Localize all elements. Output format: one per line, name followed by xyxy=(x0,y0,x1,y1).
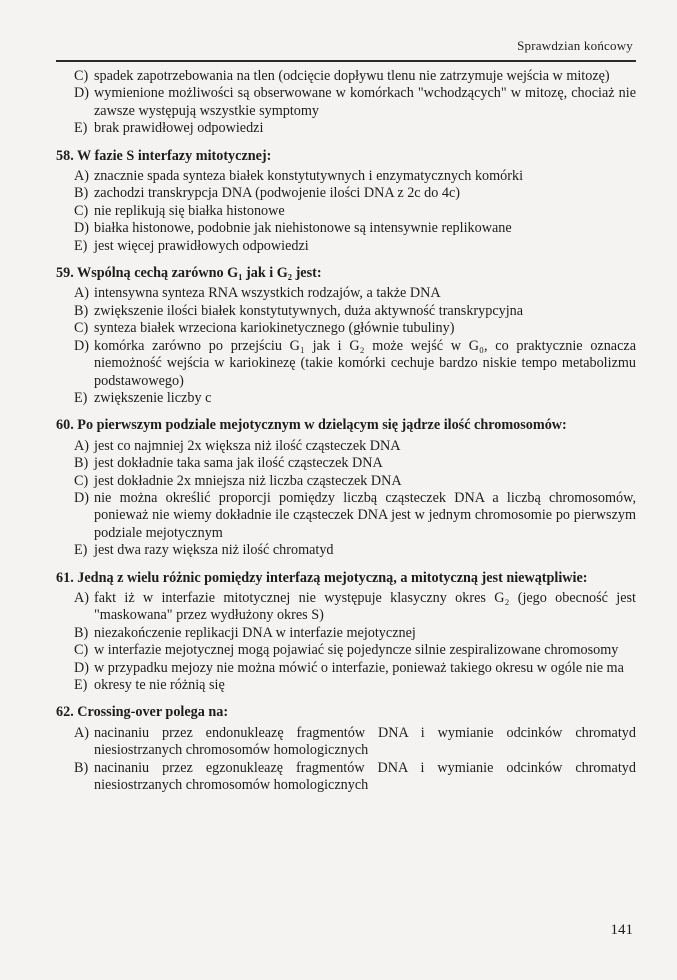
answer-option xyxy=(56,120,636,137)
option-text: nacinaniu przez egzonukleazę fragmentów DNA i wymianie odcinków chromatyd niesiostrzanych chromosomów homologicznych xyxy=(94,759,636,794)
option-text: w interfazie mejotycznej mogą pojawiać się pojedyncze silnie zespiralizowane chromosomy xyxy=(94,642,619,659)
option-text: zwiększenie liczby c xyxy=(94,389,212,406)
option-letter: C) xyxy=(74,642,89,659)
option-text: jest dokładnie 2x mniejsza niż liczba cząsteczek DNA xyxy=(94,472,402,489)
option-letter: E) xyxy=(74,677,88,693)
option-text: jest więcej prawidłowych odpowiedzi xyxy=(94,237,309,254)
option-letter: A) xyxy=(74,589,89,606)
answer-option xyxy=(56,660,636,677)
option-letter: D) xyxy=(74,337,89,354)
answer-option xyxy=(56,625,636,642)
question-59 xyxy=(56,265,636,407)
option-text: intensywna synteza RNA wszystkich rodzajów, a także DNA xyxy=(94,285,441,302)
header-rule xyxy=(56,60,636,62)
answer-option xyxy=(56,455,636,472)
answer-option xyxy=(56,303,636,320)
answer-option xyxy=(56,285,636,302)
option-text: zachodzi transkrypcja DNA (podwojenie ilości DNA z 2c do 4c) xyxy=(94,185,461,202)
question-60 xyxy=(56,417,636,559)
answer-option xyxy=(56,490,636,542)
question-title: 61. Jedną z wielu różnic pomiędzy interfazą mejotyczną, a mitotyczną jest niewątpliwie: xyxy=(56,569,588,586)
option-letter: D) xyxy=(74,85,89,102)
option-text: brak prawidłowej odpowiedzi xyxy=(94,120,264,137)
option-letter: C) xyxy=(74,472,89,489)
option-text: wymienione możliwości są obserwowane w komórkach "wchodzących" w mitozę, chociaż nie zawsze występują wszystkie symptomy xyxy=(94,85,636,119)
option-letter: D) xyxy=(74,659,89,676)
option-text: okresy te nie różnią się xyxy=(94,677,225,693)
option-text: komórka zarówno po przejściu G₁ jak i G₂ może wejść w G₀, co praktycznie oznacza niemożność wejścia w kariokinezę (takie komórki cechuje bardzo niskie tempo metabolizmu podstawowego) xyxy=(94,337,636,389)
question-title: 62. Crossing-over polega na: xyxy=(56,704,229,721)
question-62 xyxy=(56,704,636,794)
option-text: synteza białek wrzeciona kariokinetycznego (głównie tubuliny) xyxy=(94,320,455,337)
option-text: fakt iż w interfazie mitotycznej nie występuje klasyczny okres G₂ (jego obecność jest "maskowana" przez wydłużony okres S) xyxy=(94,589,636,624)
option-text: nie replikują się białka histonowe xyxy=(94,202,285,219)
running-header: Sprawdzian końcowy xyxy=(517,38,633,53)
option-text: w przypadku mejozy nie można mówić o interfazie, ponieważ takiego okresu w ogóle nie ma xyxy=(94,659,624,676)
answer-option xyxy=(56,168,636,185)
option-letter: B) xyxy=(74,185,89,202)
answer-option xyxy=(56,590,636,625)
answer-option xyxy=(56,320,636,337)
option-text: jest dwa razy większa niż ilość chromatyd xyxy=(94,542,334,559)
answer-option xyxy=(56,760,636,795)
answer-option xyxy=(56,238,636,255)
option-letter: C) xyxy=(74,320,89,337)
option-text: nie można określić proporcji pomiędzy liczbą cząsteczek DNA a liczbą chromosomów, ponieważ nie wiemy dokładnie ile cząsteczek DNA jest w jednym chromosomie po pierwszym podziale mejotycznym xyxy=(94,489,636,541)
option-letter: E) xyxy=(74,237,88,254)
question-title: 58. W fazie S interfazy mitotycznej: xyxy=(56,147,272,164)
option-letter: A) xyxy=(74,724,89,741)
option-letter: A) xyxy=(74,168,89,185)
option-text: spadek zapotrzebowania na tlen (odcięcie dopływu tlenu nie zatrzymuje wejścia w mitozę) xyxy=(94,68,610,84)
answer-option xyxy=(56,203,636,220)
page-number: 141 xyxy=(610,922,633,938)
option-letter: B) xyxy=(74,624,89,641)
answer-option xyxy=(56,68,636,85)
option-letter: E) xyxy=(74,120,88,137)
option-letter: E) xyxy=(74,389,88,406)
answer-option xyxy=(56,642,636,659)
option-letter: E) xyxy=(74,542,88,559)
option-letter: B) xyxy=(74,759,89,776)
answer-option xyxy=(56,725,636,760)
answer-option xyxy=(56,677,636,694)
option-text: zwiększenie ilości białek konstytutywnych, duża aktywność transkrypcyjna xyxy=(94,302,524,319)
option-letter: A) xyxy=(74,285,89,302)
answer-option xyxy=(56,85,636,120)
question-title: 59. Wspólną cechą zarówno G₁ jak i G₂ jest: xyxy=(56,265,322,282)
option-letter: B) xyxy=(74,455,89,472)
option-letter: C) xyxy=(74,202,89,219)
option-text: niezakończenie replikacji DNA w interfazie mejotycznej xyxy=(94,624,416,641)
question-57-continuation xyxy=(56,68,636,138)
option-letter: D) xyxy=(74,489,89,506)
page-content xyxy=(56,68,636,804)
question-58 xyxy=(56,148,636,255)
question-title: 60. Po pierwszym podziale mejotycznym w dzielącym się jądrze ilość chromosomów: xyxy=(56,417,567,434)
option-letter: A) xyxy=(74,437,89,454)
option-text: jest dokładnie taka sama jak ilość cząsteczek DNA xyxy=(94,455,383,472)
answer-option xyxy=(56,185,636,202)
option-letter: C) xyxy=(74,68,89,84)
option-text: jest co najmniej 2x większa niż ilość cząsteczek DNA xyxy=(94,437,401,454)
question-61 xyxy=(56,570,636,695)
option-text: białka histonowe, podobnie jak niehistonowe są intensywnie replikowane xyxy=(94,220,512,237)
option-letter: B) xyxy=(74,302,89,319)
answer-option xyxy=(56,438,636,455)
answer-option xyxy=(56,542,636,559)
answer-option xyxy=(56,390,636,407)
answer-option xyxy=(56,220,636,237)
option-text: znacznie spada synteza białek konstytutywnych i enzymatycznych komórki xyxy=(94,168,524,185)
answer-option xyxy=(56,473,636,490)
option-text: nacinaniu przez endonukleazę fragmentów DNA i wymianie odcinków chromatyd niesiostrzanych chromosomów homologicznych xyxy=(94,724,636,759)
answer-option xyxy=(56,338,636,390)
option-letter: D) xyxy=(74,220,89,237)
